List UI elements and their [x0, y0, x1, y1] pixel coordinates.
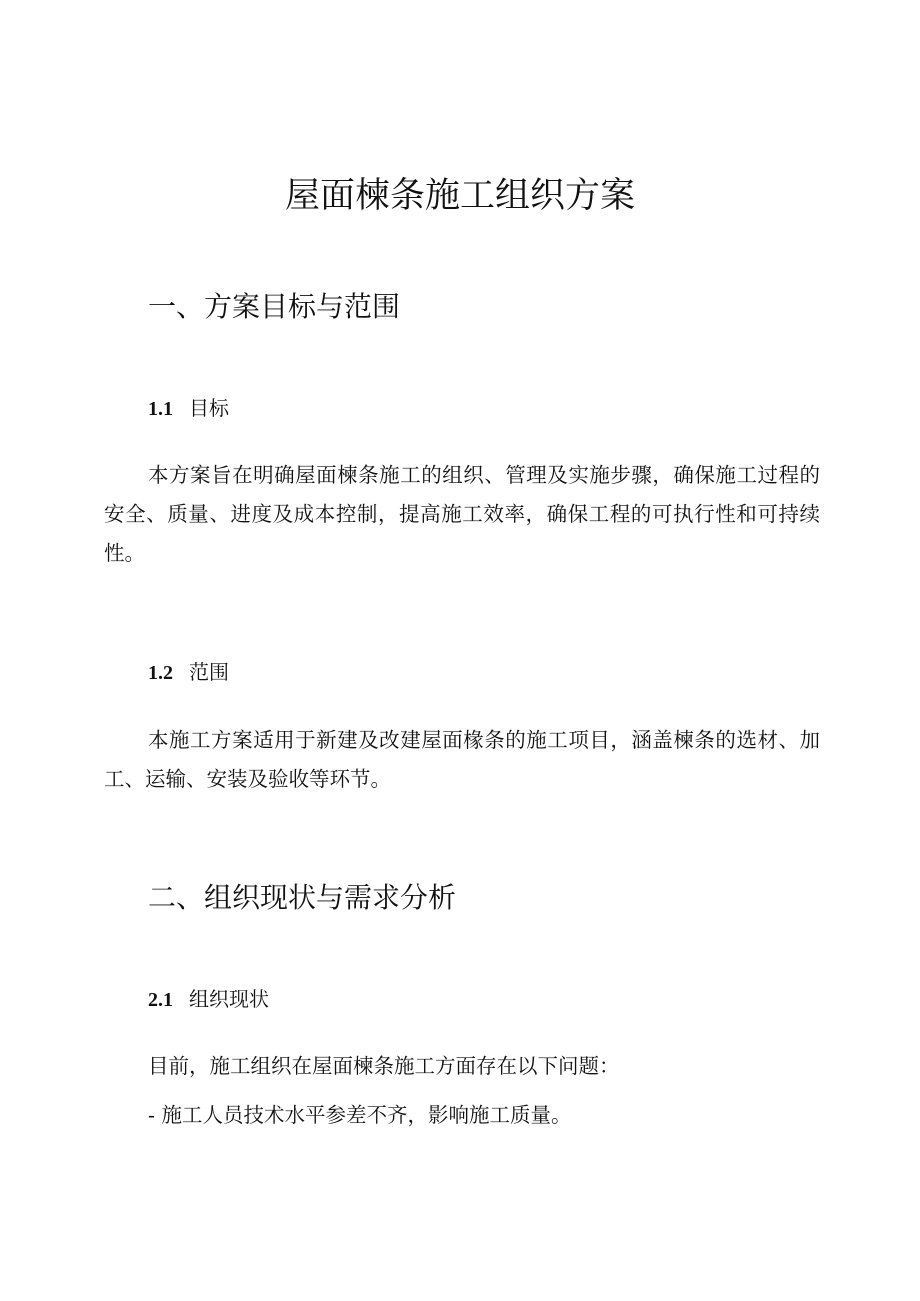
subsection-heading-1-2: [148, 657, 229, 688]
paragraph-goal: 本方案旨在明确屋面楝条施工的组织、管理及实施步骤，确保施工过程的安全、质量、进度及成本控制，提高施工效率，确保工程的可执行性和可持续性。: [104, 463, 820, 565]
subsection-title: 目标: [189, 396, 229, 420]
paragraph-status-intro: 目前，施工组织在屋面楝条施工方面存在以下问题：: [148, 1054, 620, 1078]
subsection-title: 组织现状: [189, 987, 269, 1011]
paragraph-scope: 本施工方案适用于新建及改建屋面椽条的施工项目，涵盖楝条的选材、加工、运输、安装及验收等环节。: [104, 728, 820, 791]
subsection-heading-2-1: [148, 984, 269, 1015]
document-title: 屋面楝条施工组织方案: [284, 176, 635, 216]
section-heading-1: 一、方案目标与范围: [148, 290, 401, 323]
subsection-number: 1.2: [148, 662, 173, 684]
list-item: - 施工人员技术水平参差不齐，影响施工质量。: [148, 1103, 572, 1127]
subsection-title: 范围: [189, 660, 229, 684]
subsection-number: 1.1: [148, 398, 173, 420]
subsection-number: 2.1: [148, 989, 173, 1011]
subsection-heading-1-1: [148, 393, 229, 424]
section-heading-2: 二、组织现状与需求分析: [148, 881, 457, 914]
